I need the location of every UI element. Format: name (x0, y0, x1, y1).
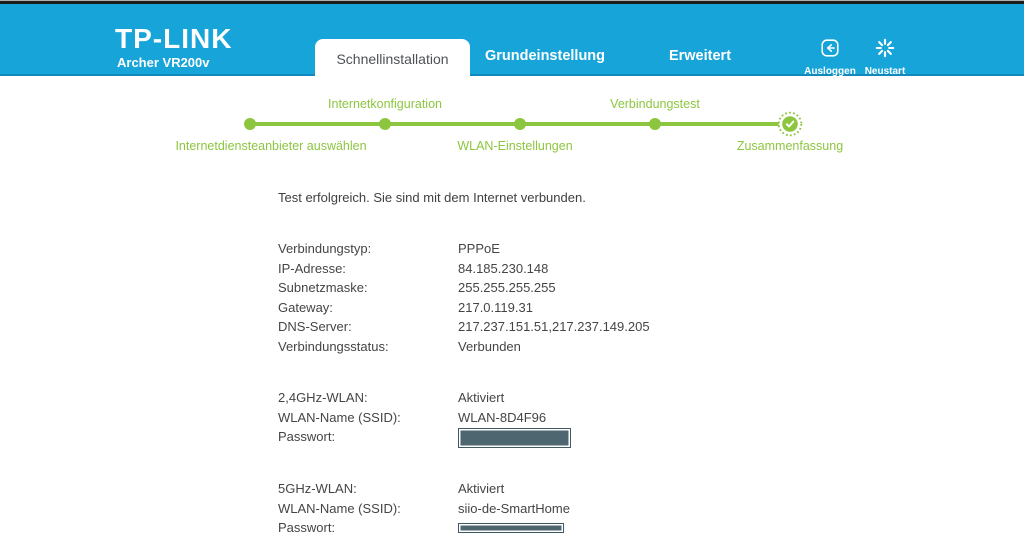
step-label-wlan-einstellungen: WLAN-Einstellungen (457, 139, 573, 153)
row-label: Verbindungstyp: (278, 241, 372, 256)
summary-row-wlan5-ssid (278, 499, 570, 519)
step-label-internetdiensteanbieter: Internetdiensteanbieter auswählen (175, 139, 367, 153)
tab-erweitert[interactable]: Erweitert (668, 48, 732, 64)
step-label-verbindungstest: Verbindungstest (610, 97, 700, 111)
password-redacted-box (458, 428, 571, 448)
row-label: WLAN-Name (SSID): (278, 409, 401, 425)
router-model-label: Archer VR200v (117, 55, 210, 70)
step-label-zusammenfassung: Zusammenfassung (736, 139, 844, 153)
summary-row-wlan5-passwort (278, 518, 570, 537)
password-redacted-box-clipped (458, 523, 564, 533)
summary-row-verbindungsstatus (278, 337, 650, 357)
row-value: Aktiviert (458, 390, 505, 405)
summary-row-subnetzmaske (278, 278, 650, 298)
tab-schnellinstallation[interactable]: Schnellinstallation (315, 39, 470, 76)
stepper-dot-2 (379, 118, 391, 130)
row-label: DNS-Server: (278, 319, 352, 335)
summary-row-wlan5-status (278, 479, 570, 499)
row-value: 217.237.151.51,217.237.149.205 (458, 319, 650, 335)
row-value: Verbunden (458, 338, 521, 354)
row-label: IP-Adresse: (278, 260, 346, 276)
tp-link-logo: TP-LINK (115, 23, 233, 54)
row-value: siio-de-SmartHome (458, 500, 570, 516)
restart-icon (874, 37, 896, 64)
check-badge-icon (777, 111, 803, 137)
logout-label: Ausloggen (804, 66, 856, 77)
row-value: PPPoE (458, 241, 500, 256)
tab-grundeinstellung[interactable]: Grundeinstellung (484, 48, 606, 64)
restart-button[interactable] (858, 37, 912, 77)
row-value: Aktiviert (458, 481, 505, 496)
row-value: 255.255.255.255 (458, 280, 556, 296)
connection-summary-section (278, 239, 650, 357)
app-header (0, 4, 1024, 76)
wlan-5ghz-section (278, 479, 570, 537)
summary-row-wlan24-ssid (278, 408, 571, 428)
stepper-dot-3 (514, 118, 526, 130)
connection-status-message: Test erfolgreich. Sie sind mit dem Internet verbunden. (278, 190, 586, 205)
row-label: Passwort: (278, 520, 336, 536)
row-value: 84.185.230.148 (458, 260, 549, 276)
summary-row-wlan24-passwort (278, 427, 571, 447)
step-label-internetkonfiguration: Internetkonfiguration (328, 97, 442, 111)
logout-icon (819, 37, 841, 64)
row-value: WLAN-8D4F96 (458, 409, 547, 425)
row-label: Verbindungsstatus: (278, 338, 389, 354)
summary-row-gateway (278, 298, 650, 318)
wlan-2-4ghz-section (278, 388, 571, 447)
row-label: Subnetzmaske: (278, 280, 368, 296)
row-label: 5GHz-WLAN: (278, 481, 357, 496)
row-label: 2,4GHz-WLAN: (278, 390, 368, 405)
row-label: WLAN-Name (SSID): (278, 500, 401, 516)
restart-label: Neustart (864, 66, 906, 77)
row-value: 217.0.119.31 (458, 299, 533, 315)
summary-row-wlan24-status (278, 388, 571, 408)
row-label: Gateway: (278, 299, 333, 315)
row-label: Passwort: (278, 429, 336, 445)
stepper-dot-4 (649, 118, 661, 130)
summary-row-ip-adresse (278, 259, 650, 279)
logout-button[interactable] (803, 37, 857, 77)
summary-row-dns-server (278, 317, 650, 337)
stepper-dot-1 (244, 118, 256, 130)
summary-row-verbindungstyp (278, 239, 650, 259)
